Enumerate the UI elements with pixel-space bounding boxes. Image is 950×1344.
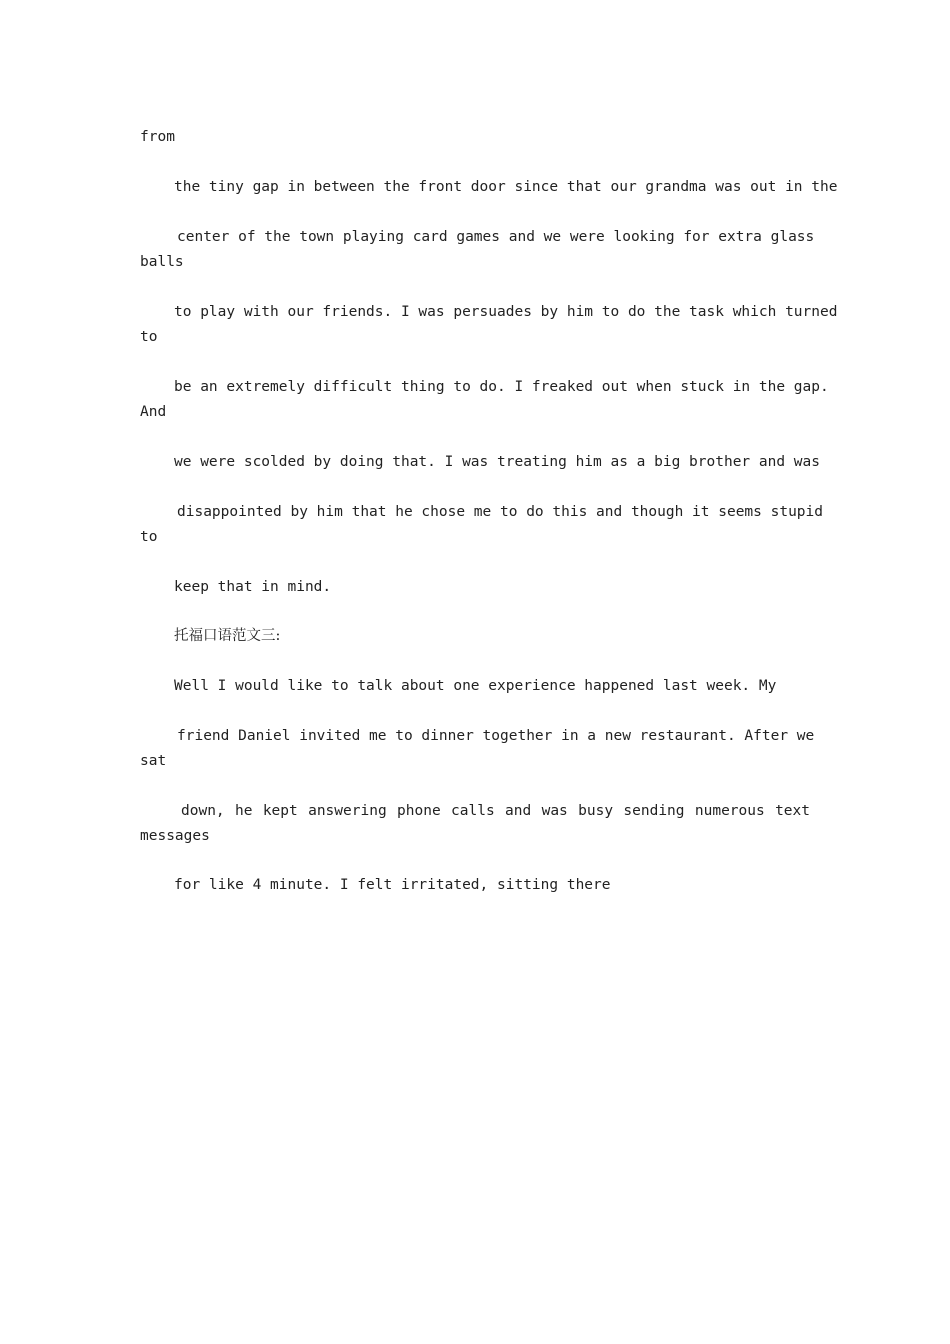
text-line: from (140, 129, 175, 145)
text-line: the tiny gap in between the front door since that our grandma was out in the (174, 179, 838, 195)
text-line: balls (140, 254, 184, 270)
text-line: disappointed by him that he chose me to do this and though it seems stupid (177, 504, 824, 520)
text-line: center of the town playing card games and we were looking for extra glass (177, 229, 815, 245)
text-line: messages (140, 828, 210, 844)
text-line: down, he kept answering phone calls and was busy sending numerous text (181, 803, 810, 819)
text-line: friend Daniel invited me to dinner together in a new restaurant. After we (177, 728, 815, 744)
text-line: And (140, 404, 167, 420)
text-line: to (140, 529, 158, 545)
text-line: sat (140, 753, 167, 769)
text-line: we were scolded by doing that. I was treating him as a big brother and was (174, 454, 821, 470)
text-line: be an extremely difficult thing to do. I freaked out when stuck in the gap. (174, 379, 829, 395)
text-line: to play with our friends. I was persuades by him to do the task which turned (174, 304, 838, 320)
text-line: Well I would like to talk about one experience happened last week. My (174, 678, 777, 694)
text-line: for like 4 minute. I felt irritated, sitting there (174, 877, 611, 893)
section-heading: 托福口语范文三: (174, 628, 281, 644)
text-line: to (140, 329, 158, 345)
text-line: keep that in mind. (174, 579, 332, 595)
